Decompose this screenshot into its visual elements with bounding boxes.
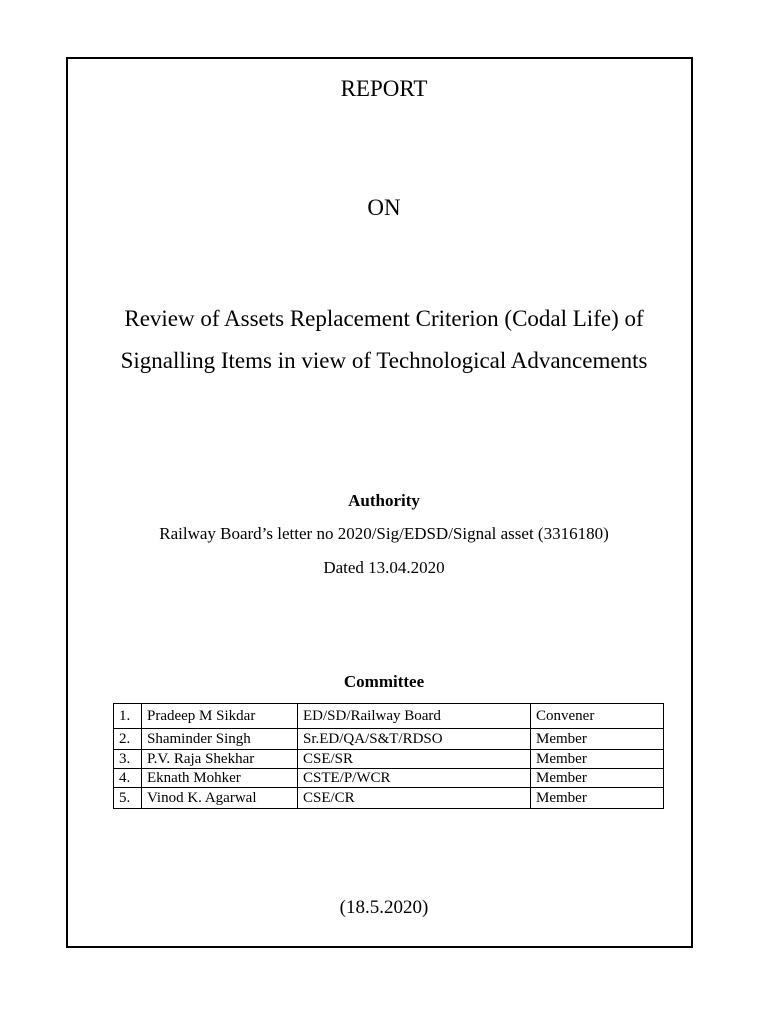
- member-role: Member: [531, 769, 664, 788]
- table-row: [114, 769, 664, 788]
- table-row: [114, 750, 664, 769]
- member-number: 2.: [114, 729, 142, 750]
- table-row: [114, 704, 664, 729]
- member-post: CSTE/P/WCR: [298, 769, 531, 788]
- member-number: 4.: [114, 769, 142, 788]
- report-heading: REPORT: [340, 76, 428, 101]
- table-row: [114, 729, 664, 750]
- member-post: Sr.ED/QA/S&T/RDSO: [298, 729, 531, 750]
- table-row: [114, 788, 664, 809]
- member-number: 1.: [114, 704, 142, 729]
- report-title-line-2: Signalling Items in view of Technological Advancements: [120, 348, 648, 373]
- member-name: Pradeep M Sikdar: [142, 704, 298, 729]
- member-post: ED/SD/Railway Board: [298, 704, 531, 729]
- member-name: Eknath Mohker: [142, 769, 298, 788]
- member-post: CSE/SR: [298, 750, 531, 769]
- report-date: (18.5.2020): [339, 897, 429, 918]
- member-name: P.V. Raja Shekhar: [142, 750, 298, 769]
- authority-heading: Authority: [348, 491, 420, 510]
- member-number: 5.: [114, 788, 142, 809]
- member-post: CSE/CR: [298, 788, 531, 809]
- member-name: Shaminder Singh: [142, 729, 298, 750]
- member-role: Convener: [531, 704, 664, 729]
- member-role: Member: [531, 729, 664, 750]
- committee-table: [113, 703, 664, 809]
- member-number: 3.: [114, 750, 142, 769]
- authority-letter: Railway Board’s letter no 2020/Sig/EDSD/Signal asset (3316180): [159, 524, 609, 543]
- member-role: Member: [531, 788, 664, 809]
- member-role: Member: [531, 750, 664, 769]
- on-heading: ON: [367, 195, 401, 220]
- report-title-line-1: Review of Assets Replacement Criterion (Codal Life) of: [124, 306, 644, 331]
- authority-date: Dated 13.04.2020: [323, 558, 445, 577]
- member-name: Vinod K. Agarwal: [142, 788, 298, 809]
- committee-heading: Committee: [343, 672, 425, 691]
